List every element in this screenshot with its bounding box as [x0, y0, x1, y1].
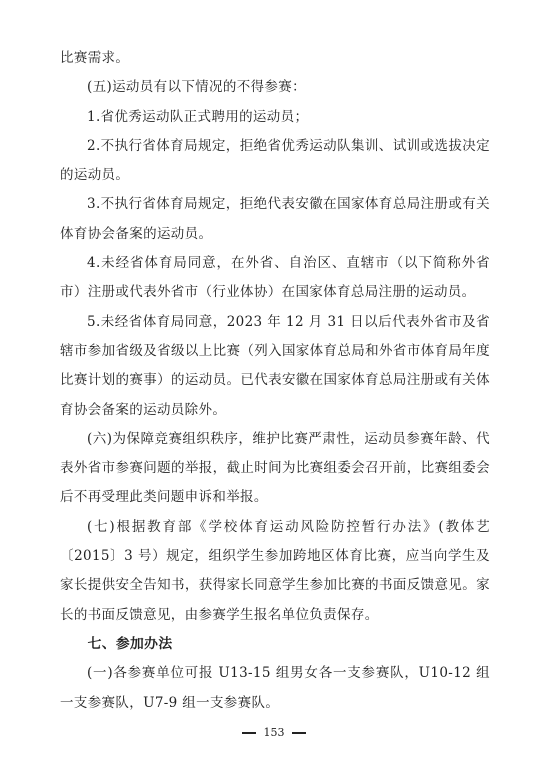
paragraph-participation-1: (一)各参赛单位可报 U13-15 组男女各一支参赛队，U10-12 组一支参赛队，U7-9 组一支参赛队。: [60, 665, 490, 711]
page-number: 153: [263, 726, 285, 739]
document-body: [60, 44, 490, 718]
paragraph-rule-4: 4.未经省体育局同意，在外省、自治区、直辖市（以下简称外省市）注册或代表外省市（行业体协）在国家体育总局注册的运动员。: [60, 255, 490, 301]
paragraph-rule-2: 2.不执行省体育局规定，拒绝省优秀运动队集训、试训或选拔决定的运动员。: [60, 137, 490, 184]
footer-dash-left: [242, 732, 256, 734]
paragraph-rule-3: 3.不执行省体育局规定，拒绝代表安徽在国家体育总局注册或有关体育协会备案的运动员。: [60, 196, 490, 242]
paragraph-item-7: (七)根据教育部《学校体育运动风险防控暂行办法》(教体艺〔2015〕3 号）规定，组织学生参加跨地区体育比赛，应当向学生及家长提供安全告知书，获得家长同意学生参加比赛的书面反馈意见。家长的书面反馈意见，由参赛学生报名单位负责保存。: [60, 518, 490, 623]
footer-dash-right: [292, 732, 306, 734]
paragraph-item-6: (六)为保障竞赛组织秩序，维护比赛严肃性，运动员参赛年龄、代表外省市参赛问题的举报，截止时间为比赛组委会召开前，比赛组委会后不再受理此类问题申诉和举报。: [60, 430, 490, 506]
page-footer: [0, 726, 548, 740]
paragraph-rule-5: 5.未经省体育局同意，2023 年 12 月 31 日以后代表外省市及省辖市参加省级及省级以上比赛（列入国家体育总局和外省市体育局年度比赛计划的赛事）的运动员。已代表安徽在国家体育总局注册或有关体育协会备案的运动员除外。: [60, 313, 490, 418]
section-heading: 七、参加办法: [87, 635, 173, 652]
paragraph-continuation: 比赛需求。: [60, 50, 130, 66]
paragraph-rule-1: 1.省优秀运动队正式聘用的运动员；: [87, 108, 309, 125]
paragraph-item-5: (五)运动员有以下情况的不得参赛：: [87, 79, 306, 96]
